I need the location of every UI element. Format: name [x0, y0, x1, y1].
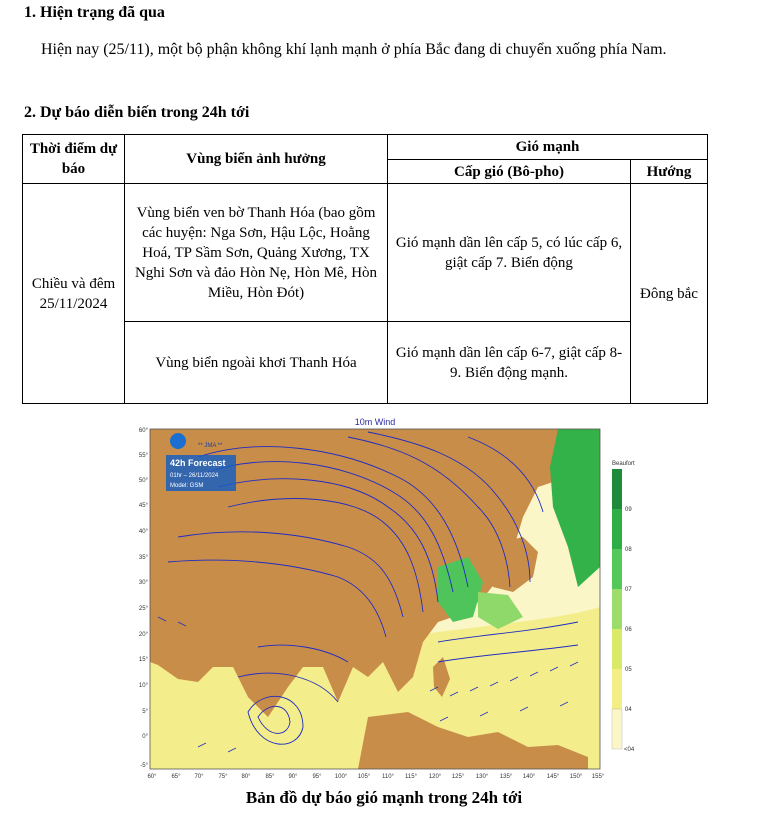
lat-label: 25°	[138, 606, 148, 612]
legend-label: 04	[625, 707, 632, 713]
legend-label: 08	[625, 547, 632, 553]
section-1-heading: 1. Hiện trạng đã qua	[24, 4, 165, 21]
lat-label: 20°	[138, 632, 148, 638]
lon-label: 150°	[569, 774, 583, 780]
lat-labels	[139, 428, 149, 769]
map-caption: Bản đồ dự báo gió mạnh trong 24h tới	[245, 788, 523, 807]
lon-label: 85°	[265, 774, 275, 780]
legend-swatch-09	[612, 469, 622, 509]
legend-swatch-08	[612, 509, 622, 549]
lon-label: 145°	[546, 774, 560, 780]
legend-swatch-05	[612, 629, 622, 669]
cell-level-offshore: Gió mạnh dần lên cấp 6-7, giật cấp 8-9. Biển động mạnh.	[388, 322, 631, 404]
map-forecast: 42h Forecast	[170, 458, 226, 468]
lon-label: 125°	[451, 774, 465, 780]
lon-label: 90°	[288, 774, 298, 780]
cell-area-offshore: Vùng biển ngoài khơi Thanh Hóa	[125, 322, 388, 404]
lon-label: 75°	[218, 774, 228, 780]
lat-label: 5°	[142, 709, 148, 715]
header-level: Cấp gió (Bô-pho)	[388, 160, 631, 184]
lat-label: 50°	[138, 478, 148, 484]
lon-label: 105°	[357, 774, 371, 780]
map-model: Model: GSM	[170, 483, 204, 489]
legend-label: 07	[625, 587, 632, 593]
lat-label: 30°	[138, 580, 148, 586]
beaufort-legend	[612, 461, 635, 753]
legend-swatch-04	[612, 669, 622, 709]
legend-label: 09	[625, 507, 632, 513]
lat-label: 55°	[138, 453, 148, 459]
header-time: Thời điểm dự báo	[23, 135, 125, 184]
lat-label: 35°	[138, 555, 148, 561]
lon-label: 60°	[147, 774, 157, 780]
lon-labels	[147, 774, 604, 780]
section-1-text: Hiện nay (25/11), một bộ phận không khí lạnh mạnh ở phía Bắc đang di chuyển xuống phía Nam.	[41, 41, 667, 58]
legend-label: 06	[625, 627, 632, 633]
lon-label: 115°	[405, 774, 417, 780]
lat-label: -5°	[140, 763, 148, 769]
lat-label: 60°	[138, 428, 148, 434]
header-area: Vùng biển ảnh hưởng	[125, 135, 388, 184]
lat-label: 45°	[138, 503, 148, 509]
legend-swatch-07	[612, 549, 622, 589]
jma-logo-icon	[170, 433, 186, 449]
section-2-heading: 2. Dự báo diễn biến trong 24h tới	[24, 104, 250, 121]
wind-forecast-map	[138, 417, 638, 783]
forecast-table	[22, 134, 708, 404]
lon-label: 120°	[428, 774, 442, 780]
header-wind: Gió mạnh	[388, 135, 708, 160]
map-title: 10m Wind	[354, 417, 396, 427]
lon-label: 100°	[334, 774, 348, 780]
cell-direction: Đông bắc	[631, 184, 708, 404]
lat-label: 0°	[142, 734, 148, 740]
header-direction: Hướng	[631, 160, 708, 184]
lon-label: 130°	[475, 774, 489, 780]
legend-title: Beaufort	[612, 461, 635, 467]
lon-label: 140°	[522, 774, 536, 780]
legend-label: <04	[624, 747, 635, 753]
lon-label: 155°	[591, 774, 605, 780]
legend-swatch-lt04	[612, 709, 622, 749]
legend-swatch-06	[612, 589, 622, 629]
lon-label: 65°	[171, 774, 181, 780]
lon-label: 110°	[382, 774, 394, 780]
lon-label: 70°	[194, 774, 204, 780]
lat-label: 10°	[138, 683, 148, 689]
cell-area-coastal: Vùng biển ven bờ Thanh Hóa (bao gồm các huyện: Nga Sơn, Hậu Lộc, Hoằng Hoá, TP Sầm Sơn, Quảng Xương, TX Nghi Sơn và đảo Hòn Nẹ, Hòn Mê, Hòn Miều, Hòn Đót)	[125, 184, 388, 322]
cell-time: Chiều và đêm 25/11/2024	[23, 184, 125, 404]
map-valid: 01hr – 26/11/2024	[170, 473, 219, 479]
lon-label: 80°	[241, 774, 251, 780]
map-agency: ** JMA **	[198, 443, 223, 449]
lat-label: 15°	[138, 657, 148, 663]
cell-level-coastal: Gió mạnh dần lên cấp 5, có lúc cấp 6, giật cấp 7. Biển động	[388, 184, 631, 322]
lat-label: 40°	[138, 529, 148, 535]
lon-label: 135°	[499, 774, 513, 780]
lon-label: 95°	[312, 774, 322, 780]
legend-label: 05	[625, 667, 632, 673]
